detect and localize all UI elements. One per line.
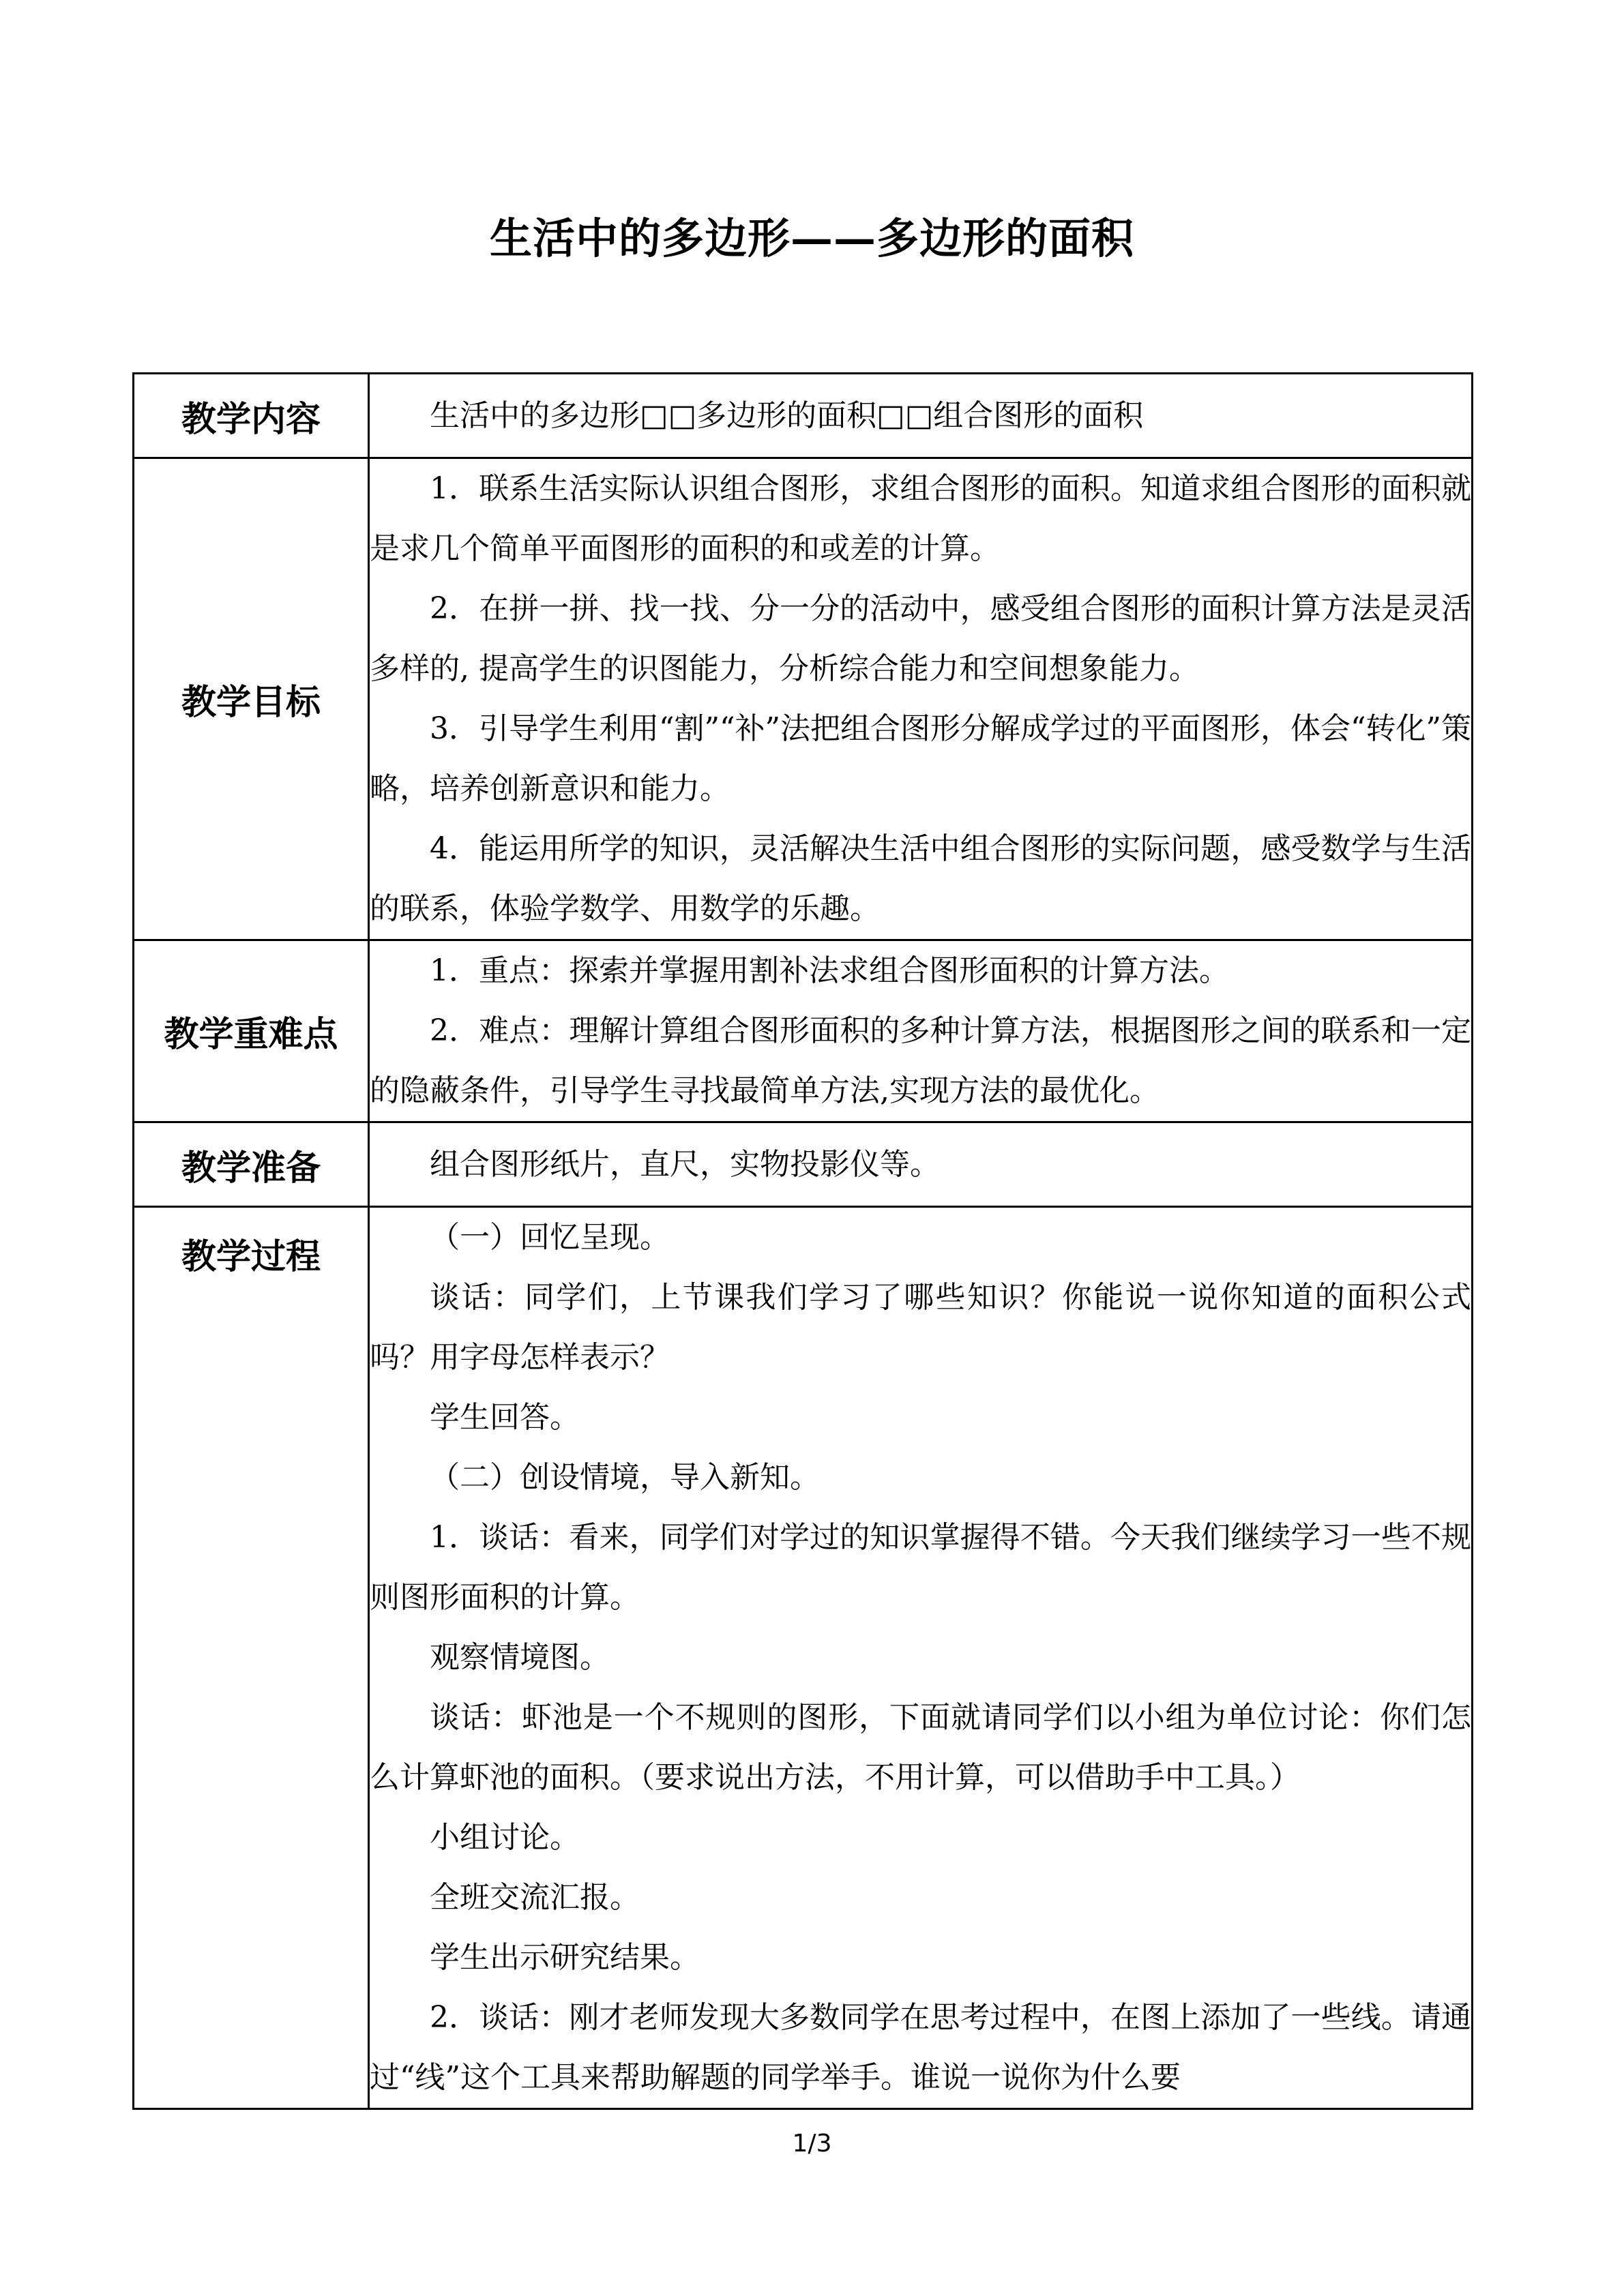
process-paragraph: 小组讨论。 bbox=[430, 1820, 580, 1855]
key-point-item: 2．难点：理解计算组合图形面积的多种计算方法，根据图形之间的联系和一定的隐蔽条件，引导学生寻找最简单方法,实现方法的最优化。 bbox=[370, 1013, 1471, 1108]
goal-item: 3．引导学生利用“割”“补”法把组合图形分解成学过的平面图形，体会“转化”策略，培养创新意识和能力。 bbox=[370, 711, 1471, 806]
process-paragraph: 学生出示研究结果。 bbox=[430, 1940, 700, 1975]
teaching-content-text: 生活中的多边形□□多边形的面积□□组合图形的面积 bbox=[430, 398, 1144, 433]
goal-item: 4．能运用所学的知识，灵活解决生活中组合图形的实际问题，感受数学与生活的联系，体验学数学、用数学的乐趣。 bbox=[370, 831, 1471, 926]
key-point-item: 1．重点：探索并掌握用割补法求组合图形面积的计算方法。 bbox=[430, 953, 1229, 988]
preparation-text: 组合图形纸片，直尺，实物投影仪等。 bbox=[430, 1146, 940, 1182]
goal-item: 1．联系生活实际认识组合图形，求组合图形的面积。知道求组合图形的面积就是求几个简单平面图形的面积的和或差的计算。 bbox=[370, 471, 1471, 566]
row-teaching-preparation bbox=[134, 1122, 1473, 1207]
lesson-plan-table bbox=[132, 372, 1473, 2110]
row-teaching-content bbox=[134, 374, 1473, 458]
row-teaching-process bbox=[134, 1207, 1473, 2109]
label-teaching-process: 教学过程 bbox=[134, 1207, 369, 2109]
process-paragraph: 全班交流汇报。 bbox=[430, 1880, 640, 1915]
goal-item: 2．在拼一拼、找一找、分一分的活动中，感受组合图形的面积计算方法是灵活多样的, 提高学生的识图能力，分析综合能力和空间想象能力。 bbox=[370, 591, 1471, 686]
process-paragraph: 谈话：虾池是一个不规则的图形，下面就请同学们以小组为单位讨论：你们怎么计算虾池的面积。（要求说出方法，不用计算，可以借助手中工具。） bbox=[370, 1700, 1471, 1795]
process-paragraph: 1．谈话：看来，同学们对学过的知识掌握得不错。今天我们继续学习一些不规则图形面积的计算。 bbox=[370, 1520, 1471, 1615]
cell-teaching-process bbox=[369, 1207, 1473, 2109]
page-number: 1/3 bbox=[792, 2130, 832, 2158]
row-teaching-goals bbox=[134, 458, 1473, 940]
process-paragraph: 学生回答。 bbox=[430, 1400, 580, 1435]
row-key-difficult-points bbox=[134, 940, 1473, 1122]
cell-teaching-content bbox=[369, 374, 1473, 458]
process-paragraph: 观察情境图。 bbox=[430, 1640, 610, 1675]
label-teaching-preparation: 教学准备 bbox=[134, 1122, 369, 1207]
label-teaching-goals: 教学目标 bbox=[134, 458, 369, 940]
label-key-difficult-points: 教学重难点 bbox=[134, 940, 369, 1122]
process-paragraph: （一）回忆呈现。 bbox=[430, 1220, 670, 1255]
cell-key-difficult-points bbox=[369, 940, 1473, 1122]
cell-teaching-preparation bbox=[369, 1122, 1473, 1207]
label-teaching-content: 教学内容 bbox=[134, 374, 369, 458]
process-paragraph: 谈话：同学们，上节课我们学习了哪些知识？你能说一说你知道的面积公式吗？用字母怎样表示？ bbox=[370, 1280, 1471, 1375]
cell-teaching-goals bbox=[369, 458, 1473, 940]
process-paragraph: （二）创设情境，导入新知。 bbox=[430, 1460, 820, 1495]
process-paragraph: 2．谈话：刚才老师发现大多数同学在思考过程中，在图上添加了一些线。请通过“线”这个工具来帮助解题的同学举手。谁说一说你为什么要 bbox=[370, 2000, 1471, 2095]
page-title: 生活中的多边形——多边形的面积 bbox=[489, 213, 1134, 263]
